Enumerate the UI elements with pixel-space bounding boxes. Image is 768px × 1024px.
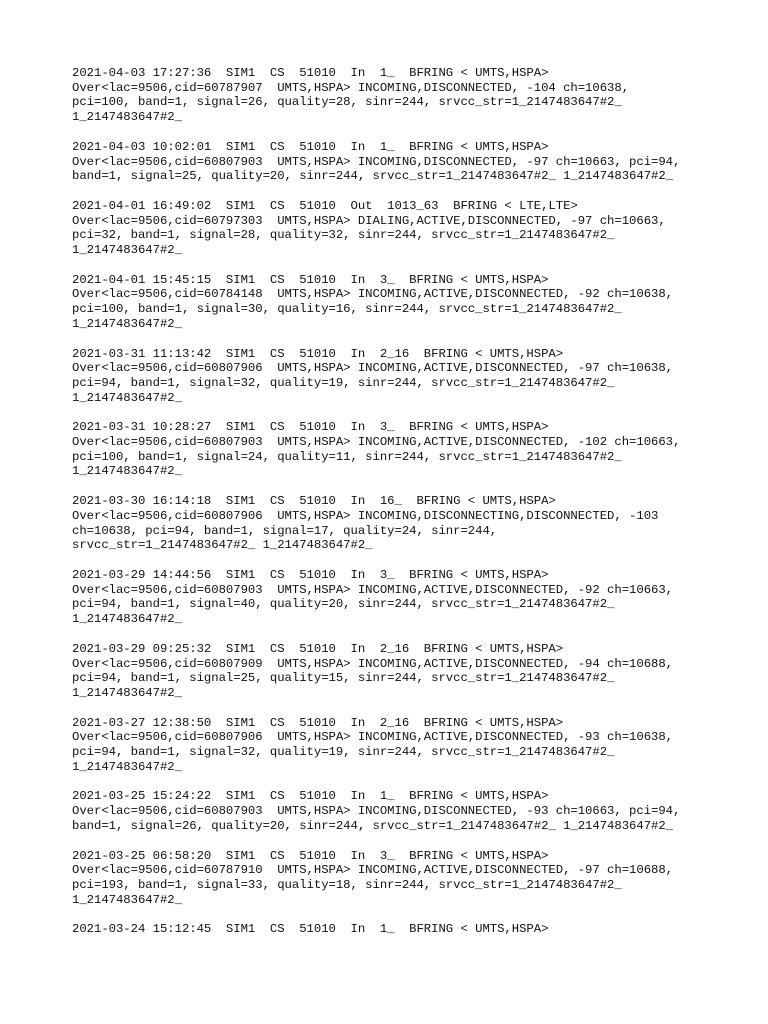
- log-line: pci=32, band=1, signal=28, quality=32, sinr=244, srvcc_str=1_2147483647#2_: [72, 228, 615, 243]
- call-log-list: [72, 66, 722, 952]
- log-entry: [72, 789, 722, 833]
- log-line: 1_2147483647#2_: [72, 316, 182, 331]
- log-line: 2021-04-03 17:27:36 SIM1 CS 51010 In 1_ BFRING < UMTS,HSPA>: [72, 66, 549, 80]
- log-line: Over<lac=9506,cid=60807906 UMTS,HSPA> INCOMING,ACTIVE,DISCONNECTED, -93 ch=10638,: [72, 730, 674, 745]
- log-entry: [72, 420, 722, 479]
- log-entry: [72, 922, 722, 937]
- log-line: 2021-03-25 15:24:22 SIM1 CS 51010 In 1_ BFRING < UMTS,HSPA>: [72, 789, 549, 804]
- log-entry: [72, 273, 722, 332]
- log-entry: [72, 140, 722, 184]
- log-line: Over<lac=9506,cid=60787910 UMTS,HSPA> INCOMING,ACTIVE,DISCONNECTED, -97 ch=10688,: [72, 863, 674, 878]
- log-line: pci=94, band=1, signal=32, quality=19, sinr=244, srvcc_str=1_2147483647#2_: [72, 745, 615, 760]
- log-line: pci=100, band=1, signal=24, quality=11, sinr=244, srvcc_str=1_2147483647#2_: [72, 449, 622, 464]
- log-line: Over<lac=9506,cid=60807903 UMTS,HSPA> INCOMING,ACTIVE,DISCONNECTED, -92 ch=10663,: [72, 582, 674, 597]
- log-line: 2021-04-03 10:02:01 SIM1 CS 51010 In 1_ BFRING < UMTS,HSPA>: [72, 139, 549, 154]
- log-entry: [72, 642, 722, 701]
- log-entry: [72, 199, 722, 258]
- log-entry: [72, 347, 722, 406]
- log-line: 2021-03-27 12:38:50 SIM1 CS 51010 In 2_16 BFRING < UMTS,HSPA>: [72, 715, 564, 730]
- log-line: srvcc_str=1_2147483647#2_ 1_2147483647#2_: [72, 538, 373, 553]
- log-line: 2021-04-01 15:45:15 SIM1 CS 51010 In 3_ BFRING < UMTS,HSPA>: [72, 272, 549, 287]
- log-line: pci=100, band=1, signal=26, quality=28, sinr=244, srvcc_str=1_2147483647#2_: [72, 95, 622, 110]
- log-line: 2021-03-24 15:12:45 SIM1 CS 51010 In 1_ BFRING < UMTS,HSPA>: [72, 922, 549, 937]
- log-line: Over<lac=9506,cid=60787907 UMTS,HSPA> INCOMING,DISCONNECTED, -104 ch=10638,: [72, 80, 630, 95]
- log-line: 2021-03-29 09:25:32 SIM1 CS 51010 In 2_16 BFRING < UMTS,HSPA>: [72, 641, 564, 656]
- log-entry: [72, 494, 722, 553]
- log-line: Over<lac=9506,cid=60807906 UMTS,HSPA> INCOMING,ACTIVE,DISCONNECTED, -97 ch=10638,: [72, 361, 674, 376]
- log-line: pci=94, band=1, signal=25, quality=15, sinr=244, srvcc_str=1_2147483647#2_: [72, 671, 615, 686]
- log-line: pci=193, band=1, signal=33, quality=18, sinr=244, srvcc_str=1_2147483647#2_: [72, 877, 622, 892]
- log-line: 1_2147483647#2_: [72, 612, 182, 627]
- log-line: 2021-03-25 06:58:20 SIM1 CS 51010 In 3_ BFRING < UMTS,HSPA>: [72, 848, 549, 863]
- log-line: 1_2147483647#2_: [72, 892, 182, 907]
- log-line: Over<lac=9506,cid=60807906 UMTS,HSPA> INCOMING,DISCONNECTING,DISCONNECTED, -103: [72, 508, 659, 523]
- log-line: Over<lac=9506,cid=60807903 UMTS,HSPA> INCOMING,DISCONNECTED, -93 ch=10663, pci=94,: [72, 804, 681, 819]
- log-line: 2021-03-30 16:14:18 SIM1 CS 51010 In 16_ BFRING < UMTS,HSPA>: [72, 494, 556, 509]
- log-line: Over<lac=9506,cid=60807903 UMTS,HSPA> INCOMING,DISCONNECTED, -97 ch=10663, pci=94,: [72, 154, 681, 169]
- log-line: 2021-03-29 14:44:56 SIM1 CS 51010 In 3_ BFRING < UMTS,HSPA>: [72, 567, 549, 582]
- log-line: 1_2147483647#2_: [72, 464, 182, 479]
- log-line: Over<lac=9506,cid=60807909 UMTS,HSPA> INCOMING,ACTIVE,DISCONNECTED, -94 ch=10688,: [72, 656, 674, 671]
- log-line: ch=10638, pci=94, band=1, signal=17, quality=24, sinr=244,: [72, 523, 498, 538]
- log-line: 1_2147483647#2_: [72, 243, 182, 258]
- log-line: 2021-03-31 11:13:42 SIM1 CS 51010 In 2_16 BFRING < UMTS,HSPA>: [72, 346, 564, 361]
- log-line: band=1, signal=26, quality=20, sinr=244, srvcc_str=1_2147483647#2_ 1_2147483647#2_: [72, 818, 674, 833]
- log-line: Over<lac=9506,cid=60784148 UMTS,HSPA> INCOMING,ACTIVE,DISCONNECTED, -92 ch=10638,: [72, 287, 674, 302]
- log-line: 1_2147483647#2_: [72, 390, 182, 405]
- log-line: 1_2147483647#2_: [72, 110, 182, 125]
- log-line: Over<lac=9506,cid=60797303 UMTS,HSPA> DIALING,ACTIVE,DISCONNECTED, -97 ch=10663,: [72, 213, 666, 228]
- log-entry: [72, 849, 722, 908]
- log-line: 1_2147483647#2_: [72, 685, 182, 700]
- log-line: pci=100, band=1, signal=30, quality=16, sinr=244, srvcc_str=1_2147483647#2_: [72, 302, 622, 317]
- log-line: pci=94, band=1, signal=40, quality=20, sinr=244, srvcc_str=1_2147483647#2_: [72, 597, 615, 612]
- log-line: 1_2147483647#2_: [72, 759, 182, 774]
- log-line: Over<lac=9506,cid=60807903 UMTS,HSPA> INCOMING,ACTIVE,DISCONNECTED, -102 ch=10663,: [72, 435, 681, 450]
- log-entry: [72, 568, 722, 627]
- log-line: band=1, signal=25, quality=20, sinr=244, srvcc_str=1_2147483647#2_ 1_2147483647#2_: [72, 169, 674, 184]
- log-line: pci=94, band=1, signal=32, quality=19, sinr=244, srvcc_str=1_2147483647#2_: [72, 375, 615, 390]
- log-line: 2021-04-01 16:49:02 SIM1 CS 51010 Out 1013_63 BFRING < LTE,LTE>: [72, 198, 578, 213]
- log-line: 2021-03-31 10:28:27 SIM1 CS 51010 In 3_ BFRING < UMTS,HSPA>: [72, 420, 549, 435]
- log-entry: [72, 66, 722, 125]
- log-entry: [72, 716, 722, 775]
